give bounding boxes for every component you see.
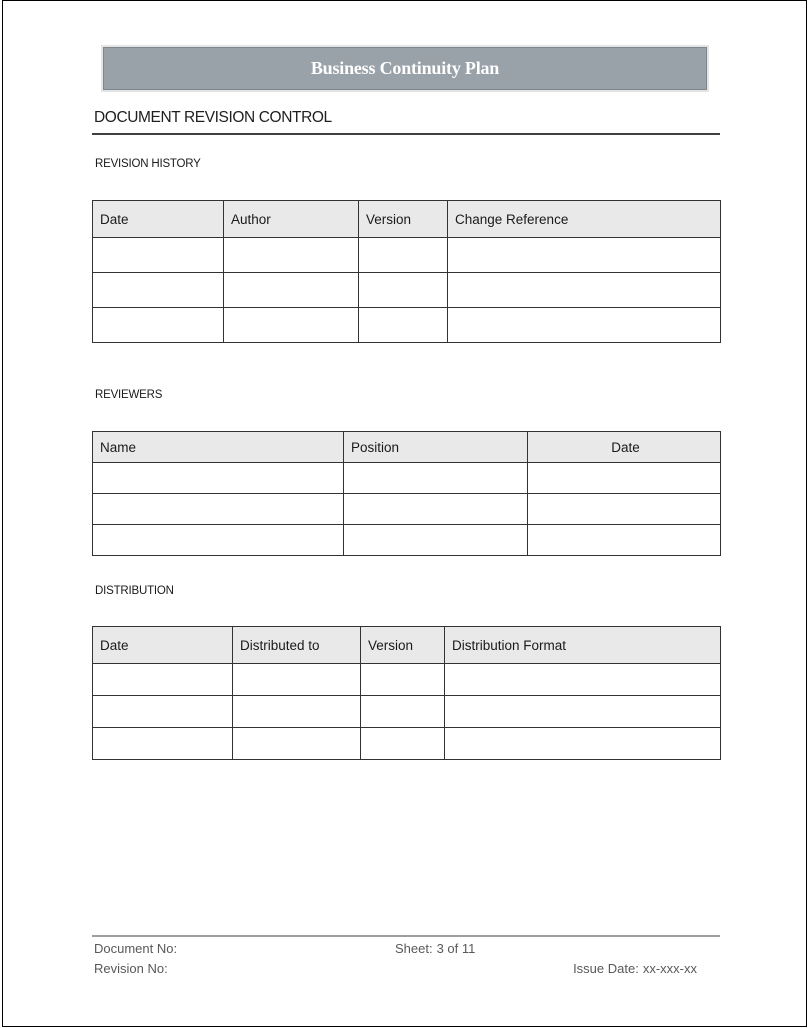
section-label-revision-history: REVISION HISTORY xyxy=(95,158,201,170)
table-cell[interactable] xyxy=(359,273,448,308)
table-cell[interactable] xyxy=(359,238,448,273)
column-header-change-reference: Change Reference xyxy=(448,201,721,238)
column-header-author: Author xyxy=(224,201,359,238)
footer-issue-date xyxy=(573,961,697,976)
table-row xyxy=(93,308,721,343)
table-cell[interactable] xyxy=(448,273,721,308)
table-header-row xyxy=(93,627,721,664)
distribution-table xyxy=(92,626,721,760)
table-row xyxy=(93,525,721,556)
table-cell[interactable] xyxy=(224,238,359,273)
column-header-distributed-to: Distributed to xyxy=(233,627,361,664)
table-cell[interactable] xyxy=(448,238,721,273)
footer-revision-no-label: Revision No: xyxy=(94,961,168,976)
table-cell[interactable] xyxy=(528,494,721,525)
table-cell[interactable] xyxy=(361,728,445,760)
title-banner xyxy=(103,47,707,90)
table-row xyxy=(93,273,721,308)
column-header-date: Date xyxy=(93,201,224,238)
footer-issue-date-value: xx-xxx-xx xyxy=(642,961,697,976)
table-row xyxy=(93,664,721,696)
table-row xyxy=(93,494,721,525)
table-cell[interactable] xyxy=(93,273,224,308)
table-cell[interactable] xyxy=(233,696,361,728)
table-cell[interactable] xyxy=(93,238,224,273)
table-cell[interactable] xyxy=(361,696,445,728)
footer-issue-date-label: Issue Date: xyxy=(573,961,639,976)
table-row xyxy=(93,238,721,273)
reviewers-table xyxy=(92,431,721,556)
table-cell[interactable] xyxy=(93,308,224,343)
table-cell[interactable] xyxy=(93,463,344,494)
table-row xyxy=(93,463,721,494)
footer-sheet-label: Sheet: xyxy=(395,941,433,956)
table-cell[interactable] xyxy=(528,463,721,494)
footer-sheet xyxy=(395,941,475,956)
section-label-distribution: DISTRIBUTION xyxy=(95,585,174,597)
footer-divider xyxy=(92,935,720,937)
table-row xyxy=(93,696,721,728)
table-cell[interactable] xyxy=(344,463,528,494)
footer-document-no-label: Document No: xyxy=(94,941,178,956)
footer-sheet-value: 3 of 11 xyxy=(436,941,476,956)
table-cell[interactable] xyxy=(93,728,233,760)
table-cell[interactable] xyxy=(93,696,233,728)
table-header-row xyxy=(93,432,721,463)
column-header-position: Position xyxy=(344,432,528,463)
table-cell[interactable] xyxy=(445,696,721,728)
document-heading: DOCUMENT REVISION CONTROL xyxy=(92,107,720,135)
table-cell[interactable] xyxy=(224,273,359,308)
table-cell[interactable] xyxy=(359,308,448,343)
table-cell[interactable] xyxy=(233,664,361,696)
table-cell[interactable] xyxy=(224,308,359,343)
table-cell[interactable] xyxy=(93,494,344,525)
table-row xyxy=(93,728,721,760)
table-header-row xyxy=(93,201,721,238)
column-header-name: Name xyxy=(93,432,344,463)
table-cell[interactable] xyxy=(344,525,528,556)
column-header-date: Date xyxy=(93,627,233,664)
table-cell[interactable] xyxy=(361,664,445,696)
table-cell[interactable] xyxy=(528,525,721,556)
column-header-date: Date xyxy=(528,432,721,463)
section-label-reviewers: REVIEWERS xyxy=(95,389,163,401)
table-cell[interactable] xyxy=(93,525,344,556)
table-cell[interactable] xyxy=(448,308,721,343)
page-title: Business Continuity Plan xyxy=(310,58,500,78)
column-header-version: Version xyxy=(361,627,445,664)
column-header-version: Version xyxy=(359,201,448,238)
table-cell[interactable] xyxy=(445,664,721,696)
table-cell[interactable] xyxy=(344,494,528,525)
revision-history-table xyxy=(92,200,721,343)
table-cell[interactable] xyxy=(445,728,721,760)
table-cell[interactable] xyxy=(93,664,233,696)
column-header-distribution-format: Distribution Format xyxy=(445,627,721,664)
table-cell[interactable] xyxy=(233,728,361,760)
